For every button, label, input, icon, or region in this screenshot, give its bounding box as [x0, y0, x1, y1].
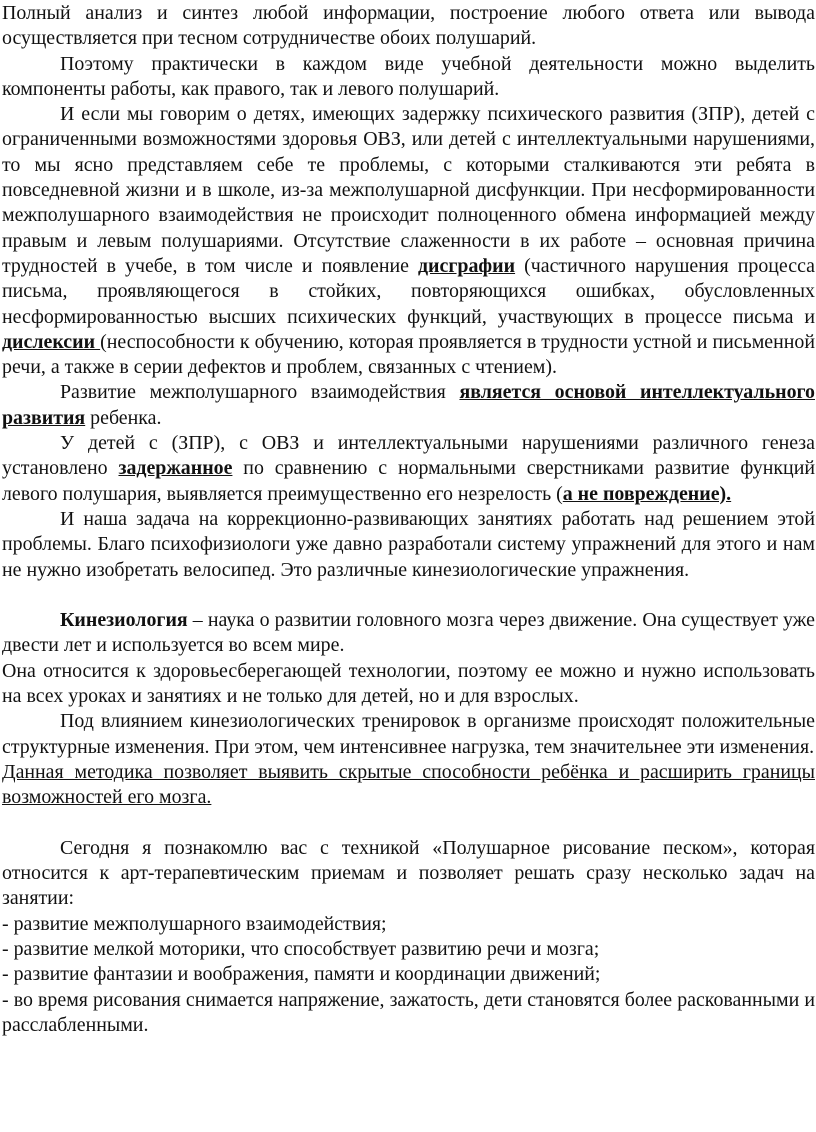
- paragraph-11: Сегодня я познакомлю вас с техникой «Полушарное рисование песком», которая относится к арт-терапевтическим приемам и позволяет решать сразу несколько задач на занятии:: [2, 836, 815, 910]
- paragraph-3-text-b: (частичного нарушения процесса письма, проявляющегося в стойких, повторяющихся ошибках, обусловленных несформированностью высших психических функций, участвующих в процессе письма и: [2, 254, 815, 328]
- term-dysgraphia: дисграфии: [418, 254, 516, 277]
- paragraph-7-text: – наука о развитии головного мозга через движение. Она существует уже двести лет и используется во всем мире.: [2, 609, 815, 657]
- paragraph-4-text-b: ребенка.: [85, 406, 162, 429]
- blank-line: [2, 583, 815, 608]
- emphasis-delayed: задержанное: [118, 457, 233, 480]
- paragraph-3-text-c: (неспособности к обучению, которая проявляется в трудности устной и письменной речи, а также в серии дефектов и проблем, связанных с чтением).: [2, 330, 816, 379]
- paragraph-9: Под влиянием кинезиологических тренировок в организме происходят положительные структурные изменения. При этом, чем интенсивнее нагрузка, тем значительнее эти изменения.: [2, 710, 815, 758]
- paragraph-5-text-a: У детей с (ЗПР), с ОВЗ и интеллектуальными нарушениями различного генеза установлено: [2, 432, 815, 480]
- paragraph-1: Полный анализ и синтез любой информации, построение любого ответа или вывода осуществляется при тесном сотрудничестве обоих полушарий.: [2, 2, 815, 50]
- list-item: - развитие межполушарного взаимодействия;: [2, 912, 387, 935]
- blank-line: [2, 811, 815, 836]
- list-item: - во время рисования снимается напряжение, зажатость, дети становятся более раскованными и расслабленными.: [2, 988, 815, 1036]
- list-item: - развитие мелкой моторики, что способствует развитию речи и мозга;: [2, 937, 600, 960]
- paragraph-2: Поэтому практически в каждом виде учебной деятельности можно выделить компоненты работы, как правого, так и левого полушарий.: [2, 52, 815, 100]
- paragraph-4: [2, 380, 815, 431]
- list-item: - развитие фантазии и воображения, памяти и координации движений;: [2, 963, 601, 986]
- paragraph-3-text-a: И если мы говорим о детях, имеющих задержку психического развития (ЗПР), детей с ограниченными возможностями здоровья ОВЗ, или детей с интеллектуальными нарушениями, то мы ясно представляем себе те проблемы, с которыми сталкиваются эти ребята в повседневной жизни и в школе, из-за межполушарной дисфункции. При несформированности межполушарного взаимодействия не происходит полноценного обмена информацией между правым и левым полушариями. Отсутствие слаженности в их работе – основная причина трудностей в учебе, в том числе и появление: [2, 103, 815, 277]
- paragraph-4-text-a: Развитие межполушарного взаимодействия: [60, 381, 460, 404]
- paragraph-3: [2, 102, 815, 380]
- paragraph-10-underlined: Данная методика позволяет выявить скрытые способности ребёнка и расширить границы возможностей его мозга.: [2, 760, 815, 809]
- paragraph-8: Она относится к здоровьесберегающей технологии, поэтому ее можно и нужно использовать на всех уроках и занятиях и не только для детей, но и для взрослых.: [2, 659, 815, 708]
- paragraph-6: И наша задача на коррекционно-развивающих занятиях работать над решением этой проблемы. Благо психофизиологи уже давно разработали систему упражнений для этого и нам не нужно изобретать велосипед. Это различные кинезиологические упражнения.: [2, 507, 815, 581]
- paragraph-7: [2, 608, 815, 659]
- term-kinesiology: Кинезиология: [60, 609, 188, 632]
- paragraph-5-text-b: по сравнению с нормальными сверстниками развитие функций левого полушария, выявляется преимущественно его незрелость (: [2, 457, 815, 505]
- emphasis-basis-of-development: является основой интеллектуального развития: [2, 381, 815, 429]
- paragraph-5: [2, 431, 815, 507]
- term-dyslexia: дислексии: [2, 330, 101, 353]
- emphasis-not-damage: а не повреждение).: [562, 482, 732, 505]
